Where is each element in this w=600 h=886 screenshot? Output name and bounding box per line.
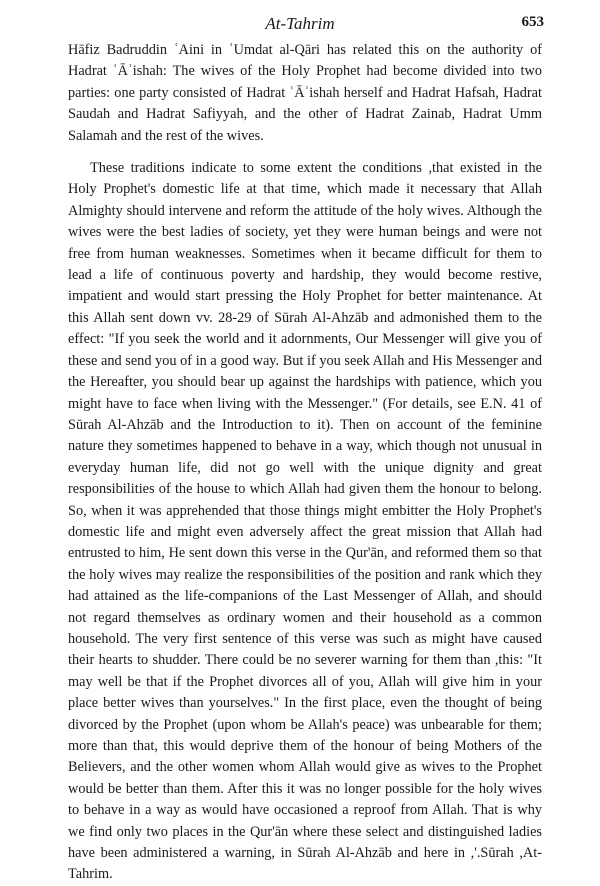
body-text [68, 40, 542, 886]
running-head [0, 14, 600, 36]
page-number: 653 [521, 14, 544, 30]
running-title: At-Tahrim [265, 14, 335, 33]
paragraph-hadith-citation: Hāfiz Badruddin ʿAini in ʿUmdat al-Qāri has related this on the authority of Hadrat ʿĀʾishah: The wives of the Holy Prophet had become divided into two parties: one party consisted of Hadrat ʿĀʾishah herself and Hadrat Hafsah, Hadrat Saudah and Hadrat Safiyyah, and the other of Hadrat Zainab, Hadrat Umm Salamah and the rest of the wives. [68, 42, 542, 144]
paragraph-commentary: These traditions indicate to some extent the conditions ,that existed in the Holy Prophet's domestic life at that time, which made it necessary that Allah Almighty should intervene and reform the attitude of the holy wives. Although the wives were the best ladies of society, yet they were human beings and were not free from human weaknesses. Sometimes when it became difficult for them to lead a life of continuous poverty and hardship, they would become restive, impatient and would start pressing the Holy Prophet for better maintenance. At this Allah sent down vv. 28-29 of Sūrah Al-Ahzāb and admonished them to the effect: "If you seek the world and it adornments, Our Messenger will give you of these and send you of in a good way. But if you seek Allah and His Messenger and the Hereafter, you should bear up against the hardships with patience, which you might have to face when living with the Messenger." (For details, see E.N. 41 of Sūrah Al-Ahzāb and the Introduction to it). Then on account of the feminine nature they sometimes happened to behave in a way, which though not unusual in everyday human life, did not go well with the unique dignity and great responsibilities of the house to which Allah had given them the honour to belong. So, when it was apprehended that those things might embitter the Holy Prophet's domestic life and might even adversely affect the great mission that Allah had entrusted to him, He sent down this verse in the Qur'ān, and reformed them so that the holy wives may realize the responsibilities of the position and rank which they had attained as the life-companions of the Last Messenger of Allah, and should not regard themselves as ordinary women and their household as a common household. The very first sentence of this verse was such as might have caused their hearts to shudder. There could be no severer warning for them than ,this: "It may well be that if the Prophet divorces all of you, Allah will give him in your place better wives than yourselves." In the first place, even the thought of being divorced by the Prophet (upon whom be Allah's peace) was unbearable for them; more than that, this would deprive them of the honour of being Mothers of the Believers, and the other women whom Allah would give as wives to the Prophet would be better than them. After this it was no longer possible for the holy wives to behave in a way as would have occasioned a reproof from Allah. That is why we find only two places in the Qur'ān where these select and distinguished ladies have been administered a warning, in Sūrah Al-Ahzāb and here in ,'.Sūrah ,At-Tahrim. [68, 160, 542, 883]
